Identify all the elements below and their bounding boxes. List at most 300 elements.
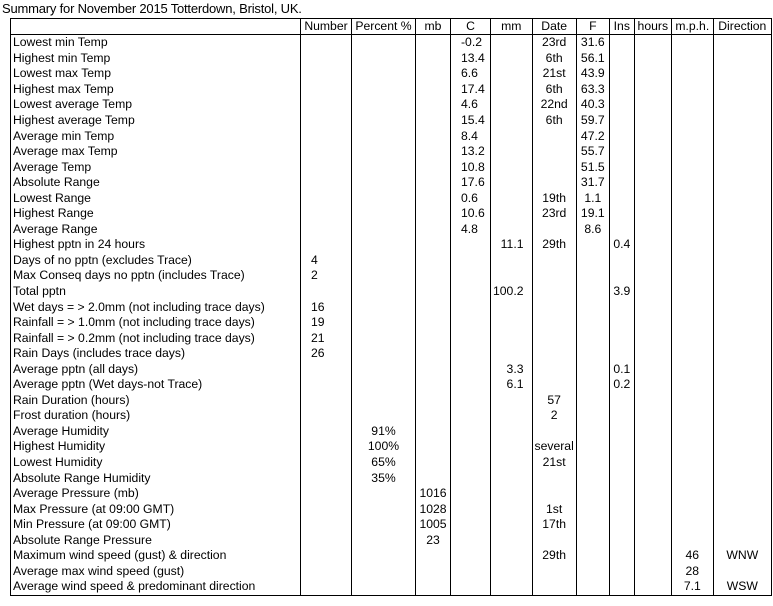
cell-celsius: 15.4 xyxy=(451,113,491,129)
cell-label: Highest average Temp xyxy=(11,113,301,129)
cell-hours xyxy=(634,35,671,51)
cell-mb xyxy=(416,268,451,284)
cell-fahrenheit: 63.3 xyxy=(576,82,609,98)
cell-date xyxy=(532,533,576,549)
cell-date: 6th xyxy=(532,82,576,98)
cell-fahrenheit xyxy=(576,377,609,393)
cell-date: 2 xyxy=(532,408,576,424)
cell-direction xyxy=(713,439,771,455)
cell-date: several xyxy=(532,439,576,455)
column-header-celsius: C xyxy=(451,19,491,35)
table-row xyxy=(11,424,772,440)
cell-date xyxy=(532,144,576,160)
cell-number: 19 xyxy=(301,315,352,331)
table-row xyxy=(11,66,772,82)
cell-date: 21st xyxy=(532,455,576,471)
cell-fahrenheit xyxy=(576,346,609,362)
cell-inches xyxy=(609,82,634,98)
cell-fahrenheit xyxy=(576,408,609,424)
cell-percent xyxy=(352,361,416,377)
cell-direction xyxy=(713,408,771,424)
cell-hours xyxy=(634,517,671,533)
cell-percent xyxy=(352,35,416,51)
cell-label: Min Pressure (at 09:00 GMT) xyxy=(11,517,301,533)
cell-mb xyxy=(416,66,451,82)
cell-celsius xyxy=(451,548,491,564)
cell-mm xyxy=(491,299,533,315)
cell-number xyxy=(301,408,352,424)
cell-mb xyxy=(416,579,451,595)
cell-inches xyxy=(609,35,634,51)
cell-date: 57 xyxy=(532,393,576,409)
cell-hours xyxy=(634,82,671,98)
cell-mb xyxy=(416,315,451,331)
cell-celsius: -0.2 xyxy=(451,35,491,51)
cell-label: Absolute Range xyxy=(11,175,301,191)
cell-hours xyxy=(634,455,671,471)
cell-inches xyxy=(609,501,634,517)
cell-mb xyxy=(416,377,451,393)
cell-mm xyxy=(491,564,533,580)
cell-hours xyxy=(634,470,671,486)
cell-percent xyxy=(352,299,416,315)
cell-fahrenheit: 1.1 xyxy=(576,190,609,206)
cell-mph xyxy=(671,190,713,206)
cell-celsius: 13.2 xyxy=(451,144,491,160)
cell-number: 2 xyxy=(301,268,352,284)
cell-inches xyxy=(609,51,634,67)
cell-hours xyxy=(634,268,671,284)
cell-number: 4 xyxy=(301,253,352,269)
cell-hours xyxy=(634,486,671,502)
table-row xyxy=(11,82,772,98)
cell-percent xyxy=(352,393,416,409)
cell-inches xyxy=(609,144,634,160)
cell-mm: 3.3 xyxy=(491,361,533,377)
cell-mph xyxy=(671,66,713,82)
cell-inches xyxy=(609,159,634,175)
cell-label: Average Pressure (mb) xyxy=(11,486,301,502)
column-header-label xyxy=(11,19,301,35)
table-row xyxy=(11,548,772,564)
table-row xyxy=(11,470,772,486)
cell-label: Wet days = > 2.0mm (not including trace days) xyxy=(11,299,301,315)
cell-hours xyxy=(634,533,671,549)
column-header-hours: hours xyxy=(634,19,671,35)
cell-number xyxy=(301,35,352,51)
table-row xyxy=(11,377,772,393)
cell-mb xyxy=(416,408,451,424)
cell-inches xyxy=(609,330,634,346)
cell-fahrenheit: 47.2 xyxy=(576,128,609,144)
column-header-fahrenheit: F xyxy=(576,19,609,35)
cell-percent xyxy=(352,408,416,424)
cell-fahrenheit xyxy=(576,517,609,533)
cell-mb xyxy=(416,393,451,409)
cell-hours xyxy=(634,175,671,191)
cell-percent xyxy=(352,253,416,269)
cell-date: 1st xyxy=(532,501,576,517)
cell-celsius xyxy=(451,237,491,253)
cell-date: 23rd xyxy=(532,206,576,222)
cell-mph xyxy=(671,330,713,346)
cell-direction xyxy=(713,159,771,175)
cell-direction xyxy=(713,128,771,144)
cell-date: 23rd xyxy=(532,35,576,51)
cell-mb xyxy=(416,144,451,160)
cell-label: Lowest Humidity xyxy=(11,455,301,471)
cell-celsius xyxy=(451,299,491,315)
cell-date xyxy=(532,564,576,580)
cell-inches xyxy=(609,315,634,331)
column-header-percent: Percent % xyxy=(352,19,416,35)
cell-date xyxy=(532,299,576,315)
table-row xyxy=(11,97,772,113)
cell-number xyxy=(301,128,352,144)
cell-hours xyxy=(634,330,671,346)
page-title: Summary for November 2015 Totterdown, Bristol, UK. xyxy=(2,1,302,16)
cell-date xyxy=(532,470,576,486)
cell-fahrenheit xyxy=(576,533,609,549)
cell-direction xyxy=(713,470,771,486)
cell-label: Average wind speed & predominant direction xyxy=(11,579,301,595)
cell-date xyxy=(532,346,576,362)
cell-label: Average pptn (Wet days-not Trace) xyxy=(11,377,301,393)
cell-mph xyxy=(671,361,713,377)
cell-celsius xyxy=(451,439,491,455)
table-row xyxy=(11,35,772,51)
cell-percent xyxy=(352,237,416,253)
cell-date: 17th xyxy=(532,517,576,533)
table-row xyxy=(11,237,772,253)
cell-mb xyxy=(416,470,451,486)
cell-mm xyxy=(491,35,533,51)
cell-mb xyxy=(416,455,451,471)
cell-percent xyxy=(352,346,416,362)
cell-celsius xyxy=(451,284,491,300)
cell-percent xyxy=(352,268,416,284)
cell-inches xyxy=(609,113,634,129)
cell-label: Maximum wind speed (gust) & direction xyxy=(11,548,301,564)
cell-inches xyxy=(609,548,634,564)
cell-celsius xyxy=(451,408,491,424)
cell-fahrenheit: 8.6 xyxy=(576,222,609,238)
cell-inches xyxy=(609,533,634,549)
cell-hours xyxy=(634,501,671,517)
cell-mm xyxy=(491,253,533,269)
cell-hours xyxy=(634,51,671,67)
cell-mph xyxy=(671,268,713,284)
cell-percent xyxy=(352,113,416,129)
table-row xyxy=(11,517,772,533)
cell-fahrenheit xyxy=(576,268,609,284)
cell-mm xyxy=(491,206,533,222)
cell-inches xyxy=(609,486,634,502)
cell-direction xyxy=(713,66,771,82)
cell-fahrenheit xyxy=(576,237,609,253)
cell-mm xyxy=(491,501,533,517)
cell-percent: 100% xyxy=(352,439,416,455)
cell-celsius: 17.6 xyxy=(451,175,491,191)
cell-label: Rain Duration (hours) xyxy=(11,393,301,409)
cell-mph xyxy=(671,455,713,471)
cell-fahrenheit xyxy=(576,439,609,455)
cell-percent: 65% xyxy=(352,455,416,471)
summary-table xyxy=(10,18,772,596)
table-row xyxy=(11,175,772,191)
cell-date xyxy=(532,424,576,440)
table-row xyxy=(11,533,772,549)
cell-direction xyxy=(713,35,771,51)
cell-date xyxy=(532,361,576,377)
cell-mb xyxy=(416,253,451,269)
cell-celsius xyxy=(451,501,491,517)
table-row xyxy=(11,51,772,67)
table-row xyxy=(11,222,772,238)
cell-percent xyxy=(352,315,416,331)
column-header-direction: Direction xyxy=(713,19,771,35)
cell-mm xyxy=(491,579,533,595)
cell-mb xyxy=(416,51,451,67)
cell-celsius xyxy=(451,377,491,393)
cell-hours xyxy=(634,237,671,253)
cell-direction xyxy=(713,533,771,549)
cell-inches xyxy=(609,97,634,113)
cell-inches xyxy=(609,299,634,315)
cell-direction xyxy=(713,346,771,362)
cell-date: 19th xyxy=(532,190,576,206)
cell-direction xyxy=(713,517,771,533)
cell-label: Average pptn (all days) xyxy=(11,361,301,377)
cell-date xyxy=(532,175,576,191)
cell-direction xyxy=(713,361,771,377)
cell-number xyxy=(301,548,352,564)
cell-mb xyxy=(416,564,451,580)
cell-number xyxy=(301,113,352,129)
cell-percent: 91% xyxy=(352,424,416,440)
cell-label: Lowest min Temp xyxy=(11,35,301,51)
cell-number xyxy=(301,361,352,377)
cell-mm xyxy=(491,455,533,471)
cell-mm xyxy=(491,113,533,129)
cell-celsius xyxy=(451,330,491,346)
cell-hours xyxy=(634,564,671,580)
cell-mm xyxy=(491,128,533,144)
cell-mph xyxy=(671,408,713,424)
cell-fahrenheit xyxy=(576,548,609,564)
cell-percent xyxy=(352,548,416,564)
cell-celsius xyxy=(451,253,491,269)
cell-mm xyxy=(491,222,533,238)
cell-mph xyxy=(671,113,713,129)
cell-mb xyxy=(416,424,451,440)
cell-fahrenheit xyxy=(576,501,609,517)
cell-fahrenheit xyxy=(576,253,609,269)
cell-direction xyxy=(713,486,771,502)
cell-mb: 1005 xyxy=(416,517,451,533)
cell-mph xyxy=(671,159,713,175)
cell-number: 21 xyxy=(301,330,352,346)
cell-label: Highest max Temp xyxy=(11,82,301,98)
cell-direction xyxy=(713,564,771,580)
cell-hours xyxy=(634,66,671,82)
cell-mph xyxy=(671,97,713,113)
cell-mm xyxy=(491,66,533,82)
cell-celsius xyxy=(451,579,491,595)
cell-celsius: 10.8 xyxy=(451,159,491,175)
cell-hours xyxy=(634,284,671,300)
cell-fahrenheit xyxy=(576,299,609,315)
cell-mm: 100.2 xyxy=(491,284,533,300)
cell-inches xyxy=(609,439,634,455)
cell-mm xyxy=(491,486,533,502)
cell-fahrenheit xyxy=(576,564,609,580)
cell-mm xyxy=(491,346,533,362)
cell-date xyxy=(532,579,576,595)
cell-label: Highest min Temp xyxy=(11,51,301,67)
cell-date xyxy=(532,268,576,284)
cell-inches xyxy=(609,455,634,471)
cell-direction xyxy=(713,330,771,346)
cell-mph xyxy=(671,517,713,533)
cell-date xyxy=(532,315,576,331)
table-row xyxy=(11,501,772,517)
cell-number xyxy=(301,82,352,98)
cell-number: 16 xyxy=(301,299,352,315)
cell-percent xyxy=(352,330,416,346)
cell-direction xyxy=(713,393,771,409)
cell-inches xyxy=(609,190,634,206)
cell-mph xyxy=(671,82,713,98)
cell-mph xyxy=(671,346,713,362)
cell-number xyxy=(301,439,352,455)
cell-date xyxy=(532,330,576,346)
cell-inches xyxy=(609,424,634,440)
cell-label: Average Humidity xyxy=(11,424,301,440)
cell-label: Average Range xyxy=(11,222,301,238)
column-header-number: Number xyxy=(301,19,352,35)
cell-hours xyxy=(634,361,671,377)
cell-label: Lowest max Temp xyxy=(11,66,301,82)
table-row xyxy=(11,299,772,315)
cell-celsius xyxy=(451,346,491,362)
cell-mb xyxy=(416,361,451,377)
cell-hours xyxy=(634,346,671,362)
cell-mb xyxy=(416,159,451,175)
cell-label: Frost duration (hours) xyxy=(11,408,301,424)
table-row xyxy=(11,393,772,409)
cell-mm xyxy=(491,424,533,440)
cell-fahrenheit: 51.5 xyxy=(576,159,609,175)
cell-mm xyxy=(491,548,533,564)
cell-date xyxy=(532,253,576,269)
cell-percent xyxy=(352,144,416,160)
cell-date: 29th xyxy=(532,237,576,253)
cell-number xyxy=(301,393,352,409)
cell-inches xyxy=(609,66,634,82)
cell-hours xyxy=(634,439,671,455)
cell-number xyxy=(301,97,352,113)
cell-percent xyxy=(352,222,416,238)
cell-celsius xyxy=(451,564,491,580)
cell-fahrenheit: 59.7 xyxy=(576,113,609,129)
cell-direction: WSW xyxy=(713,579,771,595)
cell-number xyxy=(301,470,352,486)
cell-number xyxy=(301,175,352,191)
cell-percent xyxy=(352,284,416,300)
cell-number xyxy=(301,377,352,393)
cell-fahrenheit: 56.1 xyxy=(576,51,609,67)
table-row xyxy=(11,144,772,160)
table-row xyxy=(11,361,772,377)
cell-date xyxy=(532,284,576,300)
cell-number xyxy=(301,501,352,517)
cell-direction xyxy=(713,501,771,517)
cell-fahrenheit: 40.3 xyxy=(576,97,609,113)
cell-fahrenheit xyxy=(576,315,609,331)
cell-percent xyxy=(352,377,416,393)
cell-hours xyxy=(634,393,671,409)
cell-mb xyxy=(416,175,451,191)
cell-hours xyxy=(634,408,671,424)
cell-celsius xyxy=(451,393,491,409)
cell-percent xyxy=(352,564,416,580)
cell-direction xyxy=(713,97,771,113)
cell-fahrenheit xyxy=(576,361,609,377)
cell-hours xyxy=(634,128,671,144)
cell-hours xyxy=(634,113,671,129)
cell-mm xyxy=(491,82,533,98)
cell-mph xyxy=(671,486,713,502)
cell-fahrenheit: 55.7 xyxy=(576,144,609,160)
cell-mph xyxy=(671,470,713,486)
cell-hours xyxy=(634,222,671,238)
cell-date: 6th xyxy=(532,113,576,129)
cell-label: Total pptn xyxy=(11,284,301,300)
cell-fahrenheit xyxy=(576,330,609,346)
cell-hours xyxy=(634,206,671,222)
cell-number xyxy=(301,144,352,160)
cell-number xyxy=(301,206,352,222)
table-row xyxy=(11,486,772,502)
cell-direction xyxy=(713,253,771,269)
cell-date: 29th xyxy=(532,548,576,564)
cell-mph: 28 xyxy=(671,564,713,580)
cell-label: Average max wind speed (gust) xyxy=(11,564,301,580)
cell-number xyxy=(301,564,352,580)
column-header-date: Date xyxy=(532,19,576,35)
cell-mb xyxy=(416,346,451,362)
cell-mm xyxy=(491,330,533,346)
cell-mm xyxy=(491,268,533,284)
cell-number xyxy=(301,424,352,440)
cell-mm xyxy=(491,517,533,533)
cell-direction xyxy=(713,206,771,222)
cell-inches: 0.1 xyxy=(609,361,634,377)
cell-number xyxy=(301,455,352,471)
cell-fahrenheit: 43.9 xyxy=(576,66,609,82)
cell-inches xyxy=(609,408,634,424)
cell-mm xyxy=(491,175,533,191)
cell-fahrenheit xyxy=(576,424,609,440)
cell-mm xyxy=(491,393,533,409)
cell-direction xyxy=(713,455,771,471)
cell-label: Highest Humidity xyxy=(11,439,301,455)
cell-direction xyxy=(713,424,771,440)
cell-direction xyxy=(713,51,771,67)
cell-inches xyxy=(609,268,634,284)
cell-label: Absolute Range Humidity xyxy=(11,470,301,486)
